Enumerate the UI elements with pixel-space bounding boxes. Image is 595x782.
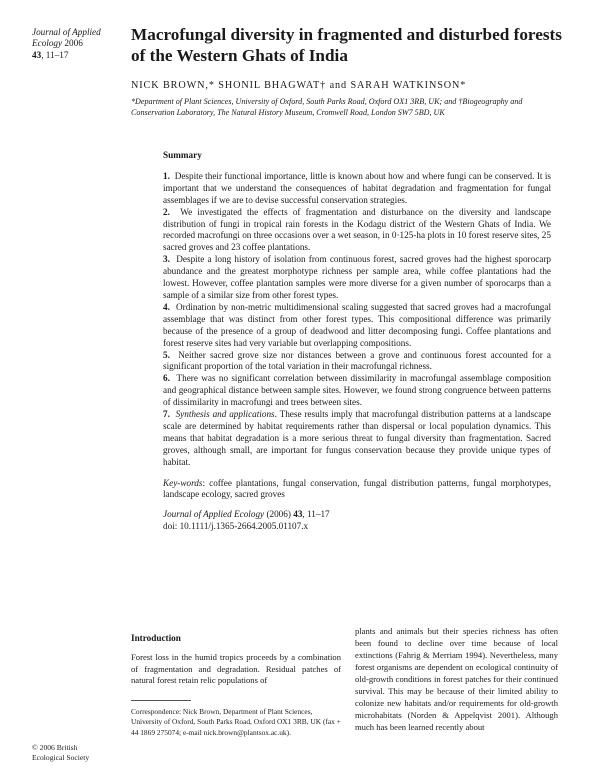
summary-point: 4. Ordination by non-metric multidimensional scaling suggested that sacred groves had a macrofungal assemblage that was distinct from other forest types. This compositional difference was primarily because of the presence of a group of deadwood and litter decomposing fungi. Coffee plantations and forest reserve sites had very variable but overlapping compositions. bbox=[163, 301, 552, 348]
correspondence-note: Correspondence: Nick Brown, Department of Plant Sciences, University of Oxford, South Parks Road, Oxford OX1 3RB, UK (fax + 44 1869 275074; e-mail nick.brown@plantsox.ac.uk). bbox=[131, 707, 341, 737]
journal-name-line1: Journal of Applied bbox=[32, 27, 101, 37]
journal-pages: , 11–17 bbox=[41, 49, 69, 60]
summary-point: 1. Despite their functional importance, little is known about how and where fungi can be conserved. It is important that we understand the consequences of habitat degradation and fragmentation for fungal assemblages if we are to devise successful conservation strategies. bbox=[163, 170, 551, 205]
intro-text-col1: Forest loss in the humid tropics proceeds by a combination of fragmentation and degradation. Residual patches of natural forest retain relic populations of bbox=[131, 652, 341, 686]
keywords bbox=[163, 478, 551, 502]
copyright-notice bbox=[32, 743, 122, 763]
authors: NICK BROWN,* SHONIL BHAGWAT† and SARAH WATKINSON* bbox=[131, 80, 467, 91]
copyright-line1: © 2006 British bbox=[32, 743, 78, 752]
journal-year: 2006 bbox=[64, 38, 83, 49]
summary-point: 5. Neither sacred grove size nor distances between a grove and continuous forest accounted for a significant proportion of the total variation in their macrofungal richness. bbox=[163, 349, 552, 372]
copyright-line2: Ecological Society bbox=[32, 753, 90, 763]
keywords-list: : coffee plantations, fungal conservation, fungal distribution patterns, fungal morphotypes, landscape ecology, sacred groves bbox=[163, 477, 551, 500]
footnote-rule bbox=[131, 700, 191, 701]
article-title: Macrofungal diversity in fragmented and disturbed forests of the Western Ghats of India bbox=[131, 25, 562, 65]
citation: Journal of Applied Ecology (2006) 43, 11–17 bbox=[163, 509, 330, 520]
doi: doi: 10.1111/j.1365-2664.2005.01107.x bbox=[163, 521, 309, 532]
keywords-label: Key-words bbox=[163, 477, 203, 488]
affiliations: *Department of Plant Sciences, University of Oxford, South Parks Road, Oxford OX1 3RB, UK; and †Biogeography and Conservation Laboratory, The Natural History Museum, Cromwell Road, London SW7 5BD, UK bbox=[131, 97, 523, 117]
journal-volume: 43 bbox=[32, 49, 42, 60]
intro-text-col2: plants and animals but their species richness has often been found to decline over time because of local extinctions (Fahrig & Merriam 1994). Nevertheless, many forest organisms are dependent on ecological continuity of old-growth conditions in forest patches for their continued survival. This may be because of their limited ability to colonize new habitats and/or requirements for old-growth microhabitats (Norden & Appelqvist 2001). Although much has been learned recently about bbox=[355, 626, 558, 732]
journal-name-line2: Ecology bbox=[32, 38, 63, 49]
summary-point: 7. Synthesis and applications. These results imply that macrofungal distribution patterns at a landscape scale are determined by habitat requirements rather than dispersal or local population dynamics. This means that habitat degradation is a more serious threat to fungal diversity than fragmentation. Sacred groves, although small, are important for fungus conservation because they provide unique types of habitat. bbox=[163, 409, 552, 467]
summary-section bbox=[163, 150, 551, 533]
summary-heading: Summary bbox=[163, 150, 202, 160]
journal-info bbox=[32, 27, 127, 61]
summary-point: 3. Despite a long history of isolation from continuous forest, sacred groves had the highest sporocarp abundance and the greatest morphotype richness per sample area, while coffee plantations had the lowest. However, coffee plantation samples were more diverse for a given number of sporocarps than a sample of a similar size from other forest types. bbox=[163, 254, 552, 300]
summary-point: 2. We investigated the effects of fragmentation and disturbance on the diversity and landscape distribution of fungi in tropical rain forests in the Kodagu district of the Western Ghats of India. We recorded macrofungi on three occasions over a wet season, in 0·125-ha plots in 10 forest reserve sites, 25 sacred groves and 23 coffee plantations. bbox=[163, 206, 552, 253]
summary-point: 6. There was no significant correlation between dissimilarity in macrofungal assemblage composition and geographical distance between sample sites. However, we found strong congruence between patterns of dissimilarity in macrofungi and trees between sites. bbox=[163, 373, 551, 408]
intro-heading: Introduction bbox=[131, 633, 181, 643]
